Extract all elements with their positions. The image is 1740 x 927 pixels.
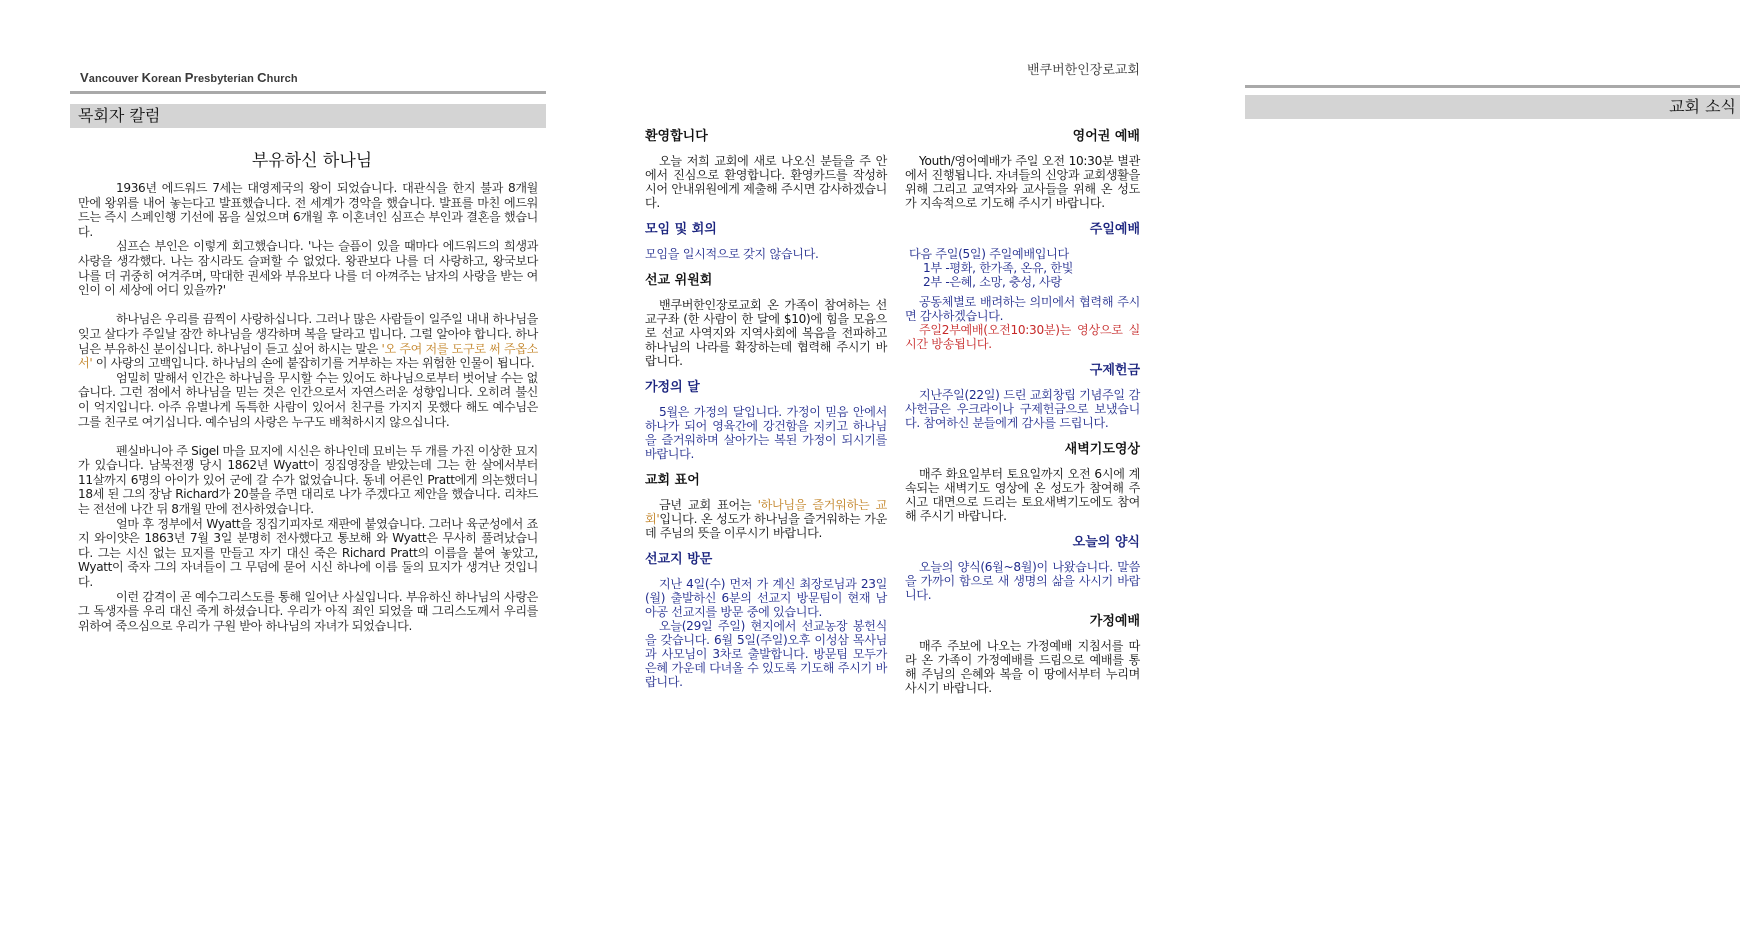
news-body	[645, 405, 887, 461]
worship-note: 공동체별로 배려하는 의미에서 협력해 주시면 감사하겠습니다.	[905, 295, 1140, 323]
news-body	[645, 498, 887, 540]
paragraph-text: 하나님은 우리를 끔찍이 사랑하십니다. 그러나 많은 사람들이 일주일 내내 하나님을 잊고 살다가 주일날 잠깐 하나님을 생각하며 복을 달라고 빕니다. 그럴 알아야 합니다. 하나님은 부유하신 분이십니다. 하나님이 듣고 싶어 하시는 말은	[78, 312, 538, 356]
church-name-korean: 밴쿠버한인장로교회	[1026, 63, 1140, 78]
news-heading: 환영합니다	[645, 129, 708, 144]
news-body	[905, 639, 1140, 695]
news-body	[645, 247, 887, 261]
news-item	[905, 534, 1140, 602]
paragraph-text: 이 사랑의 고백입니다. 하나님의 손에 붙잡히기를 거부하는 자는 위험한 인물이 됩니다.	[92, 356, 535, 371]
news-body	[905, 388, 1140, 430]
news-body	[905, 560, 1140, 602]
news-body	[905, 467, 1140, 523]
section-title: 목회자 칼럼	[78, 106, 161, 125]
news-paragraph: Youth/영어예배가 주일 오전 10:30분 별관에서 진행됩니다. 자녀들의 신앙과 교회생활을 위해 그리고 교역자와 교사들을 위해 온 성도가 지속적으로 기도해 주시기 바랍니다.	[905, 154, 1140, 210]
news-heading: 오늘의 양식	[1072, 535, 1140, 550]
news-column-left	[645, 128, 887, 700]
church-name-rest: orean	[151, 73, 185, 85]
news-paragraph: 모임을 일시적으로 갖지 않습니다.	[645, 247, 819, 261]
news-heading: 모임 및 회의	[645, 222, 717, 237]
news-body	[905, 154, 1140, 210]
news-item	[905, 441, 1140, 523]
news-item	[905, 613, 1140, 695]
worship-broadcast-note: 주일2부예배(오전10:30분)는 영상으로 실시간 방송됩니다.	[905, 323, 1140, 351]
news-paragraph: 5월은 가정의 달입니다. 가정이 믿음 안에서 하나가 되어 영육간에 강건함을 지키고 하나님을 즐거워하며 살아가는 복된 가정이 되시기를 바랍니다.	[645, 405, 887, 461]
column-paragraph: 이런 감격이 곧 예수그리스도를 통해 일어난 사실입니다. 부유하신 하나님의 사랑은 그 독생자를 우리 대신 죽게 하셨습니다. 우리가 아직 죄인 되었을 때 그리스도께서 우리를 위하여 죽으심으로 우리가 구원 받아 하나님의 자녀가 되었습니다.	[78, 589, 538, 633]
news-paragraph: 지난 4일(수) 먼저 가 계신 최장로님과 23일(월) 출발하신 6분의 선교지 방문팀이 현재 남아공 선교지를 방문 중에 있습니다.	[645, 577, 887, 619]
motto-highlight: '하나님을 즐거워하는 교회'	[645, 498, 887, 526]
news-item	[905, 221, 1140, 351]
church-name-initial: K	[141, 70, 152, 85]
church-name-initial: P	[184, 70, 194, 85]
news-heading: 선교 위원회	[645, 273, 713, 288]
news-paragraph: 오늘(29일 주일) 현지에서 선교농장 봉헌식을 갖습니다. 6월 5일(주일)오후 이성삼 목사님과 사모님이 3차로 출발합니다. 방문팀 모두가 은혜 가운데 다녀올 수 있도록 기도해 주시기 바랍니다.	[645, 619, 887, 689]
motto-text: 입니다. 온 성도가 하나님을 즐거워하는 가운데 주님의 뜻을 이루시기 바랍니다.	[645, 512, 887, 540]
column-paragraph: 얼마 후 정부에서 Wyatt을 징집기피자로 재판에 붙였습니다. 그러나 육군성에서 죠지 와이얏은 1863년 7월 3일 분명히 전사했다고 통보해 와 Wyatt은 무사히 풀려났습니다. 그는 시신 없는 묘지를 만들고 자기 대신 죽은 Richard Pratt의 이름을 붙여 놓았고, Wyatt이 죽자 그의 자녀들이 그 무덤에 묻어 시신 하나에 이름 둘의 묘지가 생겨난 것입니다.	[78, 516, 538, 590]
news-paragraph: 오늘 저희 교회에 새로 나오신 분들을 주 안에서 진심으로 환영합니다. 환영카드를 작성하시어 안내위원에게 제출해 주시면 감사하겠습니다.	[645, 154, 887, 210]
news-item	[645, 472, 887, 540]
left-page	[0, 0, 600, 927]
church-name-initial: C	[257, 70, 267, 85]
news-heading: 가정예배	[1089, 614, 1140, 629]
column-paragraph: 1936년 에드워드 7세는 대영제국의 왕이 되었습니다. 대관식을 한지 불과 8개월 만에 왕위를 내어 놓는다고 발표했습니다. 전 세계가 경악을 했습니다. 발표를 마친 에드워드는 즉시 스페인행 기선에 몸을 실었으며 6개월 후 이혼녀인 심프슨 부인과 결혼을 했습니다.	[78, 181, 538, 239]
church-name-english	[80, 70, 298, 85]
news-paragraph: 지난주일(22일) 드린 교회창립 기념주일 감사헌금은 우크라이나 구제헌금으로 보냈습니다. 참여하신 분들에게 감사를 드립니다.	[905, 388, 1140, 430]
news-paragraph: 오늘의 양식(6월~8월)이 나왔습니다. 말씀을 가까이 함으로 새 생명의 삶을 사시기 바랍니다.	[905, 560, 1140, 602]
news-heading: 교회 표어	[645, 473, 700, 488]
church-name-initial: V	[80, 70, 89, 85]
news-item	[905, 128, 1140, 210]
news-heading: 구제헌금	[1089, 363, 1140, 378]
news-body	[645, 577, 887, 689]
news-paragraph: 매주 주보에 나오는 가정예배 지침서를 따라 온 가족이 가정예배를 드림으로 예배를 통해 주님의 은혜와 복을 이 땅에서부터 누리며 사시기 바랍니다.	[905, 639, 1140, 695]
news-item	[645, 128, 887, 210]
news-item	[645, 221, 887, 261]
church-name-rest: hurch	[266, 73, 298, 85]
news-body	[645, 298, 887, 368]
top-rule	[70, 91, 546, 94]
column-title: 부유하신 하나님	[251, 151, 373, 171]
news-item	[905, 362, 1140, 430]
column-paragraph	[78, 312, 538, 370]
column-body	[78, 181, 538, 633]
column-paragraph: 펜실바니아 주 Sigel 마을 묘지에 시신은 하나인데 묘비는 두 개를 가진 이상한 묘지가 있습니다. 남북전쟁 당시 1862년 Wyatt이 징집영장을 받았는데 그는 한 살에서부터 11살까지 6명의 아이가 있어 군에 갈 수가 없었습니다. 동네 어른인 Pratt에게 의논했더니 18세 된 그의 장남 Richard가 20불을 주면 대리로 나가 주겠다고 제안을 했습니다. 리챠드는 전선에 나간 뒤 8개월 만에 전사하였습니다.	[78, 443, 538, 517]
news-heading: 영어권 예배	[1072, 129, 1140, 144]
news-body	[905, 247, 1140, 351]
column-paragraph: 심프슨 부인은 이렇게 회고했습니다. '나는 슬픔이 있을 때마다 에드워드의 희생과 사랑을 생각했다. 나는 잠시라도 슬퍼할 수 없었다. 왕관보다 나를 더 사랑하고, 왕국보다 나를 더 귀중히 여겨주며, 막대한 권세와 부유보다 나를 더 아껴주는 남자의 사랑을 받는 여인이 이 세상에 어디 있을까?'	[78, 239, 538, 298]
church-name-rest: resbyterian	[193, 73, 258, 85]
news-heading: 새벽기도영상	[1064, 442, 1140, 457]
church-name-rest: ancouver	[88, 73, 142, 85]
worship-line: 다음 주일(5일) 주일예배입니다	[909, 247, 1069, 261]
news-heading: 선교지 방문	[645, 552, 713, 567]
paragraph-gap	[78, 298, 538, 313]
news-column-right	[905, 128, 1140, 706]
paragraph-gap	[78, 429, 538, 444]
section-title: 교회 소식	[1669, 97, 1736, 116]
news-paragraph: 매주 화요일부터 토요일까지 오전 6시에 계속되는 새벽기도 영상에 온 성도가 참여해 주시고 대면으로 드리는 토요새벽기도에도 참여해 주시기 바랍니다.	[905, 467, 1140, 523]
news-heading: 가정의 달	[645, 380, 700, 395]
section-title-bar	[70, 104, 546, 128]
top-rule	[1245, 85, 1740, 88]
column-paragraph: 엄밀히 말해서 인간은 하나님을 무시할 수는 있어도 하나님으로부터 벗어날 수는 없습니다. 그런 점에서 하나님을 믿는 것은 인간으로서 자연스러운 성향입니다. 오히려 불신이 억지입니다. 아주 유별나게 독특한 사람이 있어서 친구를 가지지 못했다 해도 예수님은 그를 친구로 여기십니다. 예수님의 사랑은 누구도 배척하시지 않으십니다.	[78, 370, 538, 429]
highlight-quote: '오 주여 저를 도구로 써 주옵소서'	[78, 341, 539, 371]
section-title-bar	[1245, 95, 1740, 119]
news-item	[645, 272, 887, 368]
news-item	[645, 551, 887, 689]
worship-line: 2부 -은혜, 소망, 충성, 사랑	[923, 275, 1062, 289]
worship-line: 1부 -평화, 한가족, 온유, 한빛	[923, 261, 1074, 275]
motto-text: 금년 교회 표어는	[659, 498, 758, 512]
news-heading: 주일예배	[1089, 222, 1140, 237]
news-paragraph: 밴쿠버한인장로교회 온 가족이 참여하는 선교구좌 (한 사람이 한 달에 $10)에 힘을 모음으로 선교 사역지와 지역사회에 복음을 전파하고 하나님의 나라를 확장하는데 협력해 주시기 바랍니다.	[645, 298, 887, 368]
news-item	[645, 379, 887, 461]
news-body	[645, 154, 887, 210]
motto-paragraph	[645, 498, 887, 540]
